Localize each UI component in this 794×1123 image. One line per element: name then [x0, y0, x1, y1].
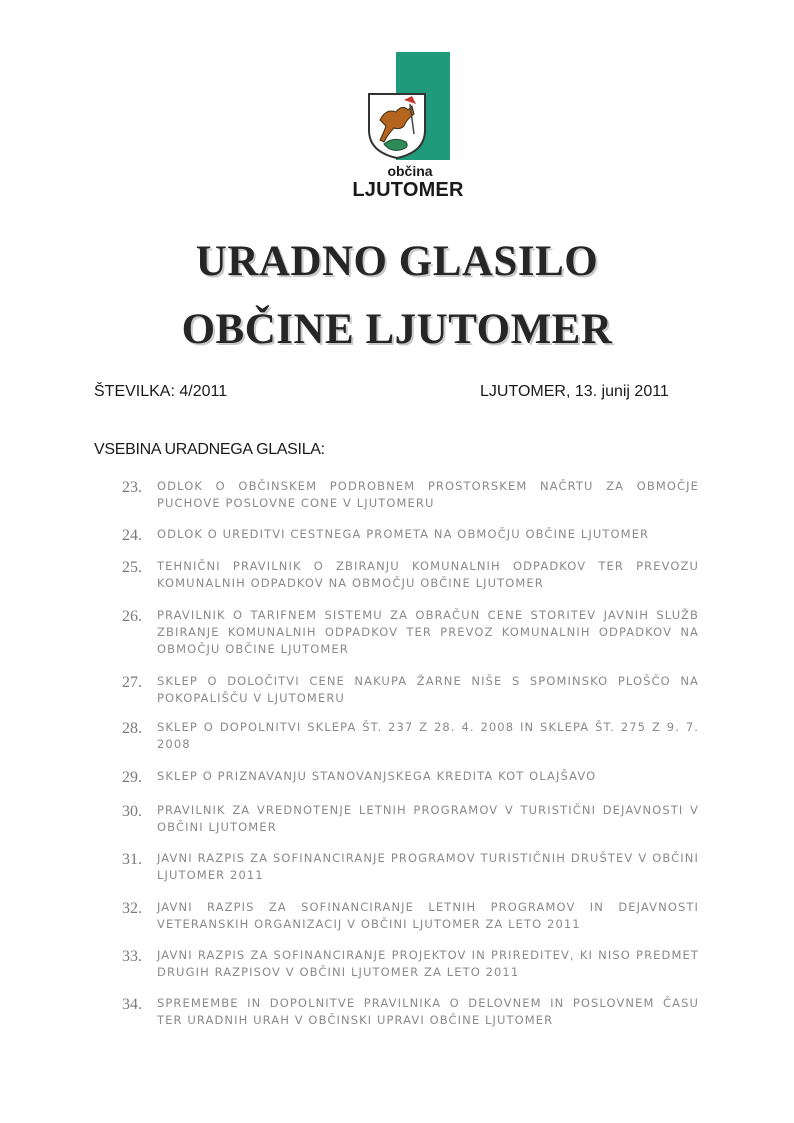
toc-item-number: 30.: [122, 803, 142, 820]
toc-item[interactable]: [100, 607, 700, 673]
toc-item-number: 28.: [122, 720, 142, 737]
issue-number: ŠTEVILKA: 4/2011: [94, 383, 228, 400]
document-title-line1: URADNO GLASILO: [195, 238, 599, 285]
logo-town-name: LJUTOMER: [352, 179, 464, 201]
toc-item[interactable]: [100, 899, 700, 947]
toc-item[interactable]: [100, 558, 700, 607]
toc-item-title: ODLOK O OBČINSKEM PODROBNEM PROSTORSKEM NAČRTU ZA OBMOČJE PUCHOVE POSLOVNE CONE V LJUTOMERU: [157, 479, 699, 510]
logo-municipality-label: občina: [387, 163, 433, 179]
toc-item[interactable]: [100, 850, 700, 899]
toc-item[interactable]: [100, 478, 700, 526]
toc-item-title: ODLOK O UREDITVI CESTNEGA PROMETA NA OBMOČJU OBČINE LJUTOMER: [157, 527, 650, 541]
contents-heading: VSEBINA URADNEGA GLASILA:: [94, 441, 325, 458]
toc-item-title: JAVNI RAZPIS ZA SOFINANCIRANJE PROGRAMOV TURISTIČNIH DRUŠTEV V OBČINI LJUTOMER 2011: [157, 851, 699, 882]
toc-item-title: SPREMEMBE IN DOPOLNITVE PRAVILNIKA O DELOVNEM IN POSLOVNEM ČASU TER URADNIH URAH V OBČINSKI UPRAVI OBČINE LJUTOMER: [157, 996, 699, 1027]
toc-item-number: 23.: [122, 479, 142, 496]
toc-item[interactable]: [100, 719, 700, 768]
coat-of-arms-icon: [366, 90, 428, 160]
toc-item[interactable]: [100, 526, 700, 558]
toc-item-title: SKLEP O DOPOLNITVI SKLEPA ŠT. 237 Z 28. 4. 2008 IN SKLEPA ŠT. 275 Z 9. 7. 2008: [157, 720, 699, 751]
toc-item-number: 34.: [122, 996, 142, 1013]
toc-item-title: JAVNI RAZPIS ZA SOFINANCIRANJE LETNIH PROGRAMOV IN DEJAVNOSTI VETERANSKIH ORGANIZACIJ V OBČINI LJUTOMER ZA LETO 2011: [157, 900, 699, 931]
toc-item-title: SKLEP O PRIZNAVANJU STANOVANJSKEGA KREDITA KOT OLAJŠAVO: [157, 769, 597, 783]
toc-item-number: 27.: [122, 674, 142, 691]
toc-item-number: 25.: [122, 559, 142, 576]
toc-item[interactable]: [100, 802, 700, 850]
toc-item-number: 26.: [122, 608, 142, 625]
toc-item-title: SKLEP O DOLOČITVI CENE NAKUPA ŽARNE NIŠE S SPOMINSKO PLOŠČO NA POKOPALIŠČU V LJUTOMERU: [157, 674, 699, 705]
toc-item-number: 24.: [122, 527, 142, 544]
toc-item-number: 31.: [122, 851, 142, 868]
toc-item-number: 33.: [122, 948, 142, 965]
toc-item-title: PRAVILNIK ZA VREDNOTENJE LETNIH PROGRAMOV V TURISTIČNI DEJAVNOSTI V OBČINI LJUTOMER: [157, 803, 699, 834]
issue-place-date: LJUTOMER, 13. junij 2011: [480, 383, 669, 400]
toc-item-number: 32.: [122, 900, 142, 917]
toc-item[interactable]: [100, 947, 700, 995]
document-title-line2: OBČINE LJUTOMER: [181, 306, 613, 353]
toc-item[interactable]: [100, 995, 700, 1035]
toc-item[interactable]: [100, 768, 700, 802]
toc-item-title: JAVNI RAZPIS ZA SOFINANCIRANJE PROJEKTOV IN PRIREDITEV, KI NISO PREDMET DRUGIH RAZPISOV V OBČINI LJUTOMER ZA LETO 2011: [157, 948, 699, 979]
toc-item-number: 29.: [122, 769, 142, 786]
table-of-contents: [100, 478, 700, 1035]
toc-item-title: PRAVILNIK O TARIFNEM SISTEMU ZA OBRAČUN CENE STORITEV JAVNIH SLUŽB ZBIRANJE KOMUNALNIH ODPADKOV TER PREVOZ KOMUNALNIH ODPADKOV NA OBMOČJU OBČINE LJUTOMER: [157, 608, 699, 656]
toc-item-title: TEHNIČNI PRAVILNIK O ZBIRANJU KOMUNALNIH ODPADKOV TER PREVOZU KOMUNALNIH ODPADKOV NA OBMOČJU OBČINE LJUTOMER: [157, 559, 699, 590]
municipality-logo: [352, 52, 464, 204]
toc-item[interactable]: [100, 673, 700, 719]
